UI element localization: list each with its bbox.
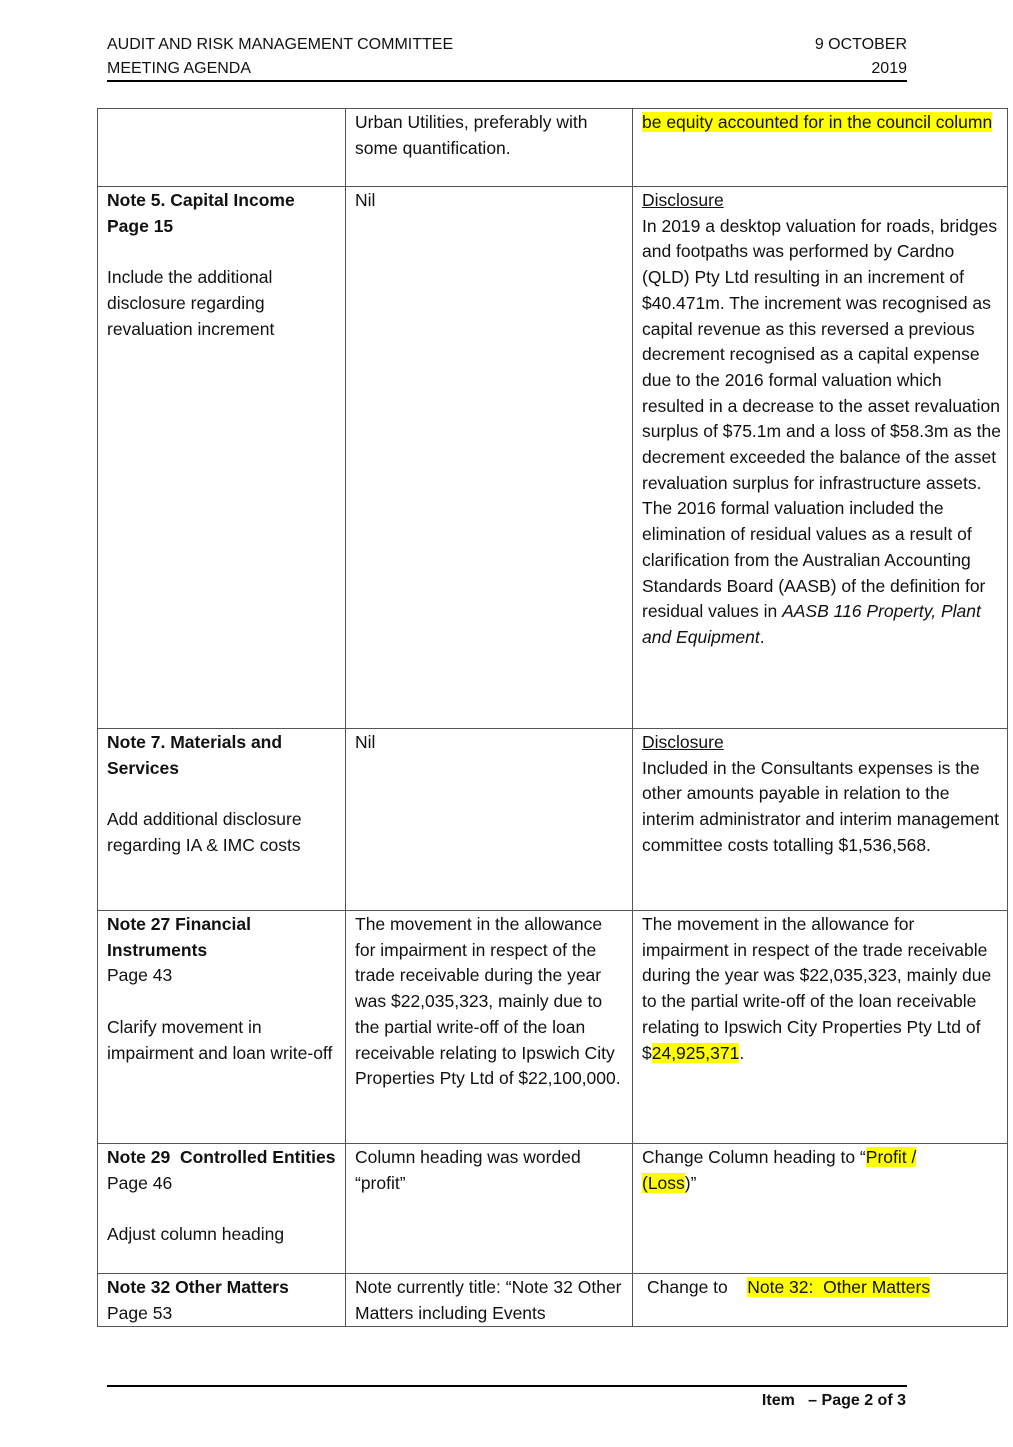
table-row — [98, 729, 1008, 911]
note-page: Page 43 — [107, 965, 173, 986]
document-type: MEETING AGENDA — [107, 60, 252, 77]
response-cell: The movement in the allowance for impairment in respect of the trade receivable during the year was $22,035,323, mainly due to the partial write-off of the loan receivable relating to Ipswich City Properties Pty Ltd of $24,925,371. — [633, 911, 1008, 1144]
table-row — [98, 911, 1008, 1144]
meeting-year: 2019 — [871, 60, 907, 77]
note-title: Note 29 Controlled Entities — [107, 1147, 336, 1167]
current-cell: Column heading was worded “profit” — [346, 1144, 633, 1274]
issue-cell — [98, 109, 346, 187]
note-page: Page 53 — [107, 1302, 173, 1323]
response-cell: Disclosure In 2019 a desktop valuation for roads, bridges and footpaths was performed by Cardno (QLD) Pty Ltd resulting in an increment of $40.471m. The increment was recognised as capital revenue as this reversed a previous decrement recognised as a capital expense due to the 2016 formal valuation which resulted in a decrease to the asset revaluation surplus of $75.1m and a loss of $58.3m as the decrement exceeded the balance of the asset revaluation surplus for infrastructure assets. The 2016 formal valuation included the elimination of residual values as a result of clarification from the Australian Accounting Standards Board (AASB) of the definition for residual values in AASB 116 Property, Plant and Equipment. — [633, 187, 1008, 729]
highlighted-text: (Loss — [642, 1172, 685, 1193]
highlighted-text: Note 32: Other Matters — [747, 1277, 931, 1297]
highlighted-text: 24,925,371 — [651, 1042, 740, 1063]
note-page: Page 15 — [107, 215, 174, 236]
highlighted-text: Profit / — [865, 1147, 917, 1167]
note-page: Page 46 — [107, 1172, 173, 1193]
current-cell: Note currently title: “Note 32 Other Matters including Events — [346, 1274, 633, 1327]
response-cell: Disclosure Included in the Consultants expenses is the other amounts payable in relation to the interim administrator and interim management committee costs totalling $1,536,568. — [633, 729, 1008, 911]
issue-cell — [98, 911, 346, 1144]
highlighted-text: be equity accounted for in the council column — [642, 112, 993, 132]
table-row — [98, 1274, 1008, 1327]
note-title: Note 32 Other Matters — [107, 1277, 289, 1297]
disclosure-heading: Disclosure — [642, 732, 724, 752]
issue-cell — [98, 1274, 346, 1327]
footer-rule — [107, 1385, 907, 1387]
note-issue: Include the additional disclosure regarding revaluation increment — [107, 267, 275, 339]
response-cell: Change Column heading to “Profit / (Loss)” — [633, 1144, 1008, 1274]
response-cell: Change to Note 32: Other Matters — [633, 1274, 1008, 1327]
header-rule — [107, 80, 907, 82]
committee-name: AUDIT AND RISK MANAGEMENT COMMITTEE — [107, 36, 454, 53]
footer-page-number: – Page 2 of 3 — [808, 1392, 906, 1409]
notes-table — [97, 108, 1008, 1327]
issue-cell — [98, 1144, 346, 1274]
current-cell: Nil — [346, 187, 633, 729]
issue-cell — [98, 187, 346, 729]
note-issue: Add additional disclosure regarding IA & IMC costs — [107, 809, 302, 855]
table-row — [98, 1144, 1008, 1274]
current-cell: The movement in the allowance for impairment in respect of the trade receivable during the year was $22,035,323, mainly due to the partial write-off of the loan receivable relating to Ipswich City Properties Pty Ltd of $22,100,000. — [346, 911, 633, 1144]
note-title: Note 27 Financial Instruments — [107, 914, 251, 960]
note-issue: Clarify movement in impairment and loan write-off — [107, 1016, 333, 1063]
disclosure-heading: Disclosure — [642, 190, 724, 210]
table-row — [98, 109, 1008, 187]
current-cell: Nil — [346, 729, 633, 911]
footer-item: Item — [761, 1392, 795, 1409]
meeting-date: 9 OCTOBER — [814, 36, 907, 53]
response-cell — [633, 109, 1008, 187]
current-cell: Urban Utilities, preferably with some quantification. — [346, 109, 633, 187]
note-title: Note 7. Materials and Services — [107, 732, 283, 778]
note-issue: Adjust column heading — [107, 1224, 285, 1245]
page-footer — [762, 1392, 906, 1410]
note-title: Note 5. Capital Income — [107, 190, 295, 210]
table-row — [98, 187, 1008, 729]
issue-cell — [98, 729, 346, 911]
